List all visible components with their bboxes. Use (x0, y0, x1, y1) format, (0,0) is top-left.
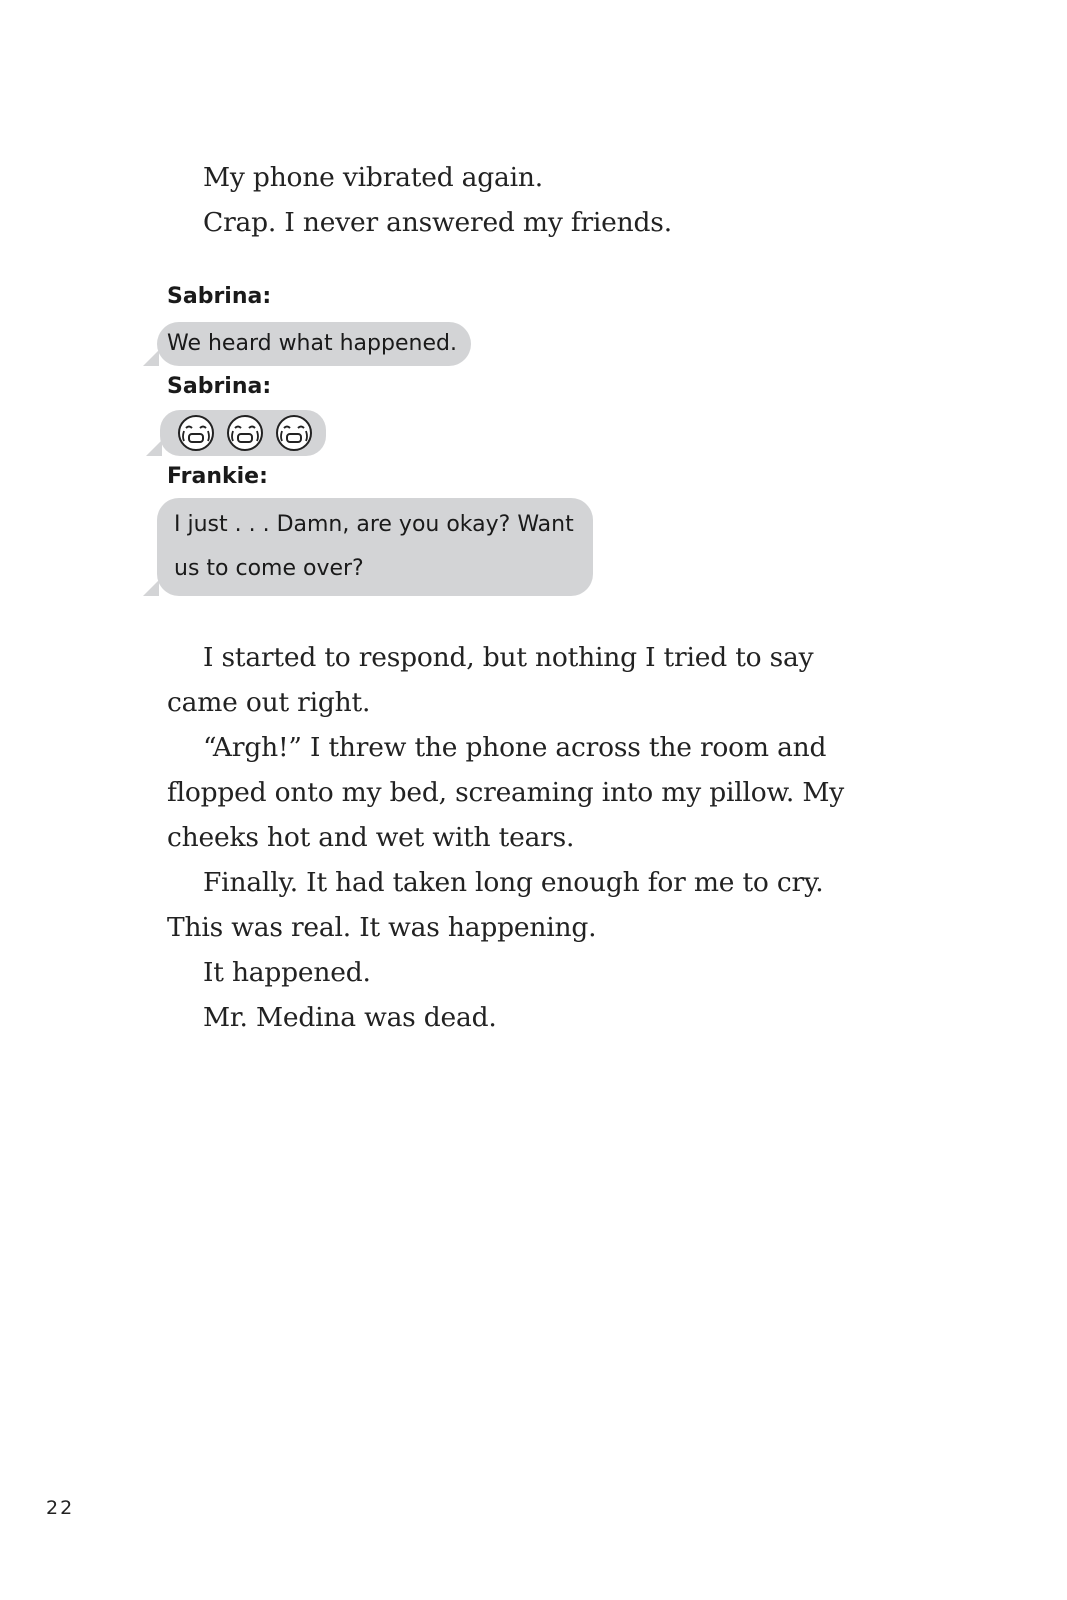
page-number: 22 (46, 1497, 75, 1519)
crying-face-icon (274, 413, 314, 453)
message-text-line: us to come over? (174, 556, 364, 581)
bottom-prose (167, 635, 857, 1040)
paragraph: Mr. Medina was dead. (203, 1002, 497, 1033)
message-bubble-emoji (160, 410, 326, 456)
paragraph: I started to respond, but nothing I tried to say came out right. (167, 642, 814, 718)
message-text: We heard what happened. (167, 331, 457, 356)
crying-face-icon (225, 413, 265, 453)
bubble-tail (143, 350, 159, 366)
crying-face-icon (176, 413, 216, 453)
top-prose (167, 155, 867, 245)
paragraph: Crap. I never answered my friends. (203, 207, 672, 238)
message-sender: Frankie: (167, 464, 268, 489)
message-bubble (157, 322, 471, 366)
message-sender: Sabrina: (167, 284, 272, 309)
message-bubble (157, 498, 593, 596)
bubble-tail (143, 580, 159, 596)
bubble-tail (146, 440, 162, 456)
message-text-line: I just . . . Damn, are you okay? Want (174, 512, 574, 537)
paragraph: Finally. It had taken long enough for me to cry. This was real. It was happening. (167, 867, 824, 943)
paragraph: My phone vibrated again. (203, 162, 544, 193)
paragraph: It happened. (203, 957, 371, 988)
paragraph: “Argh!” I threw the phone across the room and flopped onto my bed, screaming into my pillow. My cheeks hot and wet with tears. (167, 732, 845, 853)
message-sender: Sabrina: (167, 374, 272, 399)
emoji-row (176, 413, 314, 453)
